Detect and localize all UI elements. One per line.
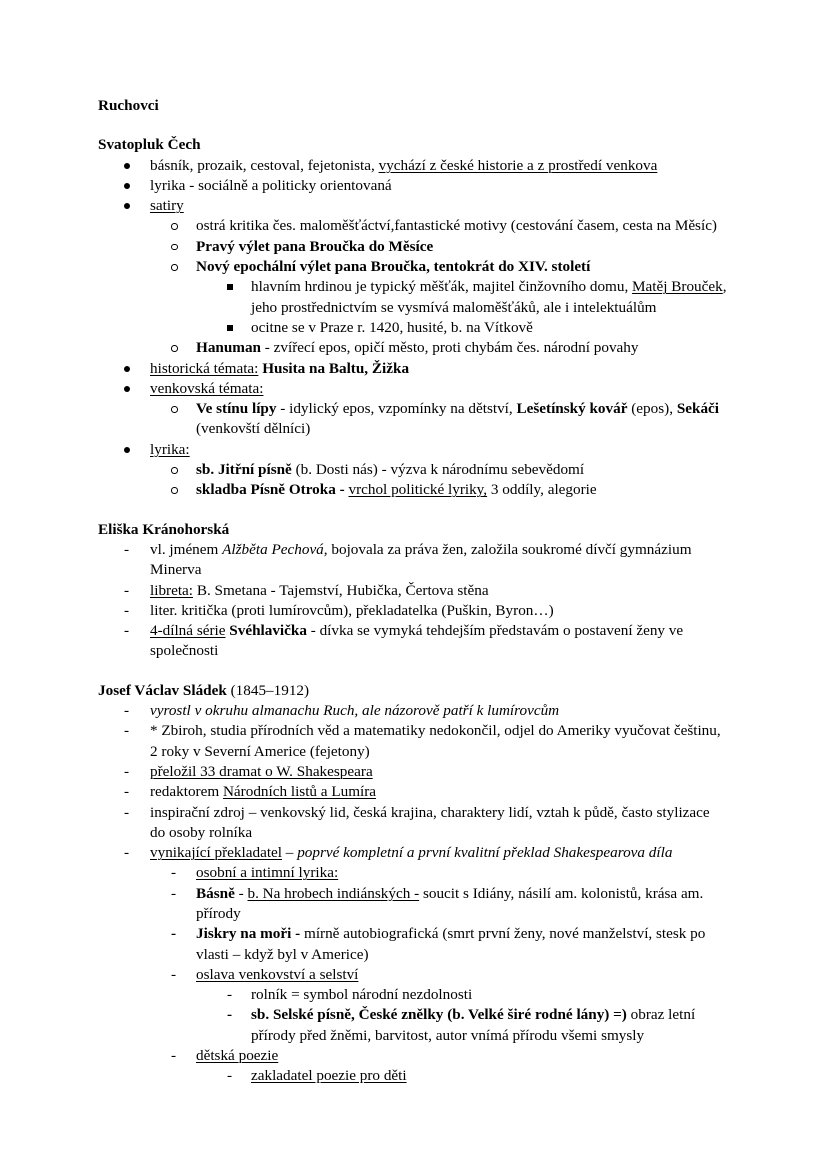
text-run: Ve stínu lípy — [196, 400, 277, 418]
list-item — [98, 803, 740, 844]
list-item-text — [251, 1067, 407, 1084]
text-run: Matěj Brouček — [632, 278, 723, 296]
list-item-text — [150, 783, 376, 800]
bullet-disc-marker — [124, 366, 130, 372]
list-item-text — [196, 461, 584, 478]
text-run: Svatopluk Čech — [98, 136, 201, 154]
bullet-circle-marker — [171, 406, 178, 413]
text-run: ostrá kritika čes. maloměšťáctví,fantastické motivy (cestování časem, cesta na Měsíc) — [196, 217, 717, 235]
document-section-svatopluk-cech — [98, 135, 740, 500]
list-item-text — [196, 339, 638, 356]
dash-marker: - — [124, 844, 130, 862]
text-run: - idylický epos, vzpomínky na dětství, — [276, 400, 517, 418]
text-run: Svéhlavička — [229, 622, 307, 640]
list-item — [98, 884, 740, 925]
list-item-text — [196, 885, 703, 922]
text-run: historická témata: — [150, 359, 259, 377]
dash-marker: - — [171, 965, 177, 983]
list-item — [98, 460, 740, 480]
dash-marker: - — [171, 1047, 177, 1065]
text-run: - zvířecí epos, opičí město, proti chybám čes. národní povahy — [261, 339, 639, 357]
list-item — [98, 399, 740, 440]
section-heading — [98, 96, 740, 116]
text-run: redaktorem — [150, 783, 223, 801]
text-run: vl. jménem — [150, 540, 223, 558]
bullet-square-marker — [227, 284, 233, 290]
dash-marker: - — [227, 1006, 233, 1024]
list-item — [98, 581, 740, 601]
bullet-disc-marker — [124, 163, 130, 169]
bullet-disc-marker — [124, 183, 130, 189]
text-run: oslava venkovství a selství — [196, 965, 359, 983]
dash-marker: - — [124, 722, 130, 740]
text-run: - — [234, 884, 248, 902]
list-item — [98, 985, 740, 1005]
list-item — [98, 621, 740, 662]
text-run: básník, prozaik, cestoval, fejetonista, — [150, 156, 379, 174]
dash-marker: - — [124, 783, 130, 801]
list-item-text — [196, 1047, 278, 1064]
text-run: venkovská témata: — [150, 379, 264, 397]
document-section-eliska-kranohorska — [98, 520, 740, 662]
list-item-text — [150, 380, 263, 397]
list-item-text — [150, 441, 190, 458]
text-run: skladba Písně Otroka - — [196, 481, 345, 499]
text-run: sb. Jitřní písně — [196, 461, 292, 479]
list-item-text — [150, 702, 559, 719]
dash-marker: - — [124, 540, 130, 558]
text-run: Josef Václav Sládek — [98, 681, 227, 699]
list-item — [98, 601, 740, 621]
text-run: lyrika: — [150, 440, 190, 458]
text-run: bojovala za práva žen, založila soukromé dívčí gymnázium Minerva — [150, 540, 692, 579]
list-item-text — [150, 722, 721, 759]
bullet-disc-marker — [124, 447, 130, 453]
text-run: * Zbiroh, studia přírodních věd a matematiky nedokončil, odjel do Ameriky vyučovat češtinu, 2 roky v Severní Americe (fejetony) — [150, 722, 721, 760]
text-run: Alžběta Pechová, — [222, 540, 328, 558]
dash-marker: - — [227, 986, 233, 1004]
section-heading — [98, 681, 740, 701]
text-run: Básně — [196, 884, 235, 902]
text-run: poprvé kompletní a první kvalitní překlad Shakespearova díla — [297, 844, 673, 862]
text-run: soucit s Idiány, násilí am. kolonistů, krása am. přírody — [196, 884, 704, 922]
text-run: satiry — [150, 197, 184, 215]
list-item-text — [251, 278, 727, 315]
text-run: (epos), — [627, 400, 677, 418]
list-item — [98, 540, 740, 581]
bullet-disc-marker — [124, 386, 130, 392]
text-run: Ruchovci — [98, 97, 159, 114]
text-run: lyrika - sociálně a politicky orientovaná — [150, 176, 392, 194]
text-run: Eliška Kránohorská — [98, 520, 230, 538]
list-item — [98, 701, 740, 721]
text-run: vychází z české historie a z prostředí venkova — [378, 156, 658, 174]
list-item-text — [251, 986, 472, 1003]
text-run: B. Smetana - Tajemství, Hubička, Čertova stěna — [193, 581, 489, 599]
dash-marker: - — [171, 864, 177, 882]
text-run: 4-dílná série — [150, 622, 226, 640]
list-item-text — [196, 481, 597, 498]
text-run: sb. Selské písně, České znělky (b. Velké širé rodné lány) =) — [251, 1006, 627, 1024]
list-item-text — [150, 763, 373, 780]
text-run: zakladatel poezie pro děti — [251, 1067, 407, 1085]
text-run: osobní a intimní lyrika: — [196, 864, 339, 882]
text-run: Lešetínský kovář — [516, 400, 628, 418]
text-run: ocitne se v Praze r. 1420, husité, b. na Vítkově — [251, 318, 533, 336]
text-run: (venkovští dělníci) — [196, 420, 311, 438]
dash-marker: - — [124, 601, 130, 619]
list-item — [98, 762, 740, 782]
text-run: Nový epochální výlet pana Broučka, tentokrát do XIV. století — [196, 258, 591, 276]
list-item — [98, 721, 740, 762]
text-run: hlavním hrdinou je typický měšťák, majitel činžovního domu, — [251, 278, 633, 296]
bullet-circle-marker — [171, 244, 178, 251]
list-item — [98, 257, 740, 277]
dash-marker: - — [171, 925, 177, 943]
dash-marker: - — [124, 702, 130, 720]
list-item-text — [150, 177, 392, 194]
text-run: mírně autobiografická (smrt první ženy, nové manželství, stesk po vlasti – když byl v Americe) — [196, 925, 706, 963]
bullet-circle-marker — [171, 487, 178, 494]
text-run: 3 oddíly, alegorie — [487, 481, 597, 499]
bullet-circle-marker — [171, 223, 178, 230]
list-item-text — [150, 360, 409, 377]
list-item — [98, 924, 740, 965]
list-item — [98, 1005, 740, 1046]
text-run: Jiskry na moři - — [196, 925, 301, 943]
list-item-text — [196, 238, 433, 255]
text-run: – — [282, 844, 298, 862]
list-item-text — [196, 925, 705, 962]
list-item — [98, 1066, 740, 1086]
list-item-text — [150, 602, 554, 619]
list-item — [98, 237, 740, 257]
list-item-text — [150, 157, 657, 174]
list-item — [98, 359, 740, 379]
list-item — [98, 156, 740, 176]
list-item-text — [150, 804, 710, 841]
list-item-text — [196, 400, 719, 437]
list-item-text — [196, 258, 590, 275]
list-item — [98, 863, 740, 883]
dash-marker: - — [124, 762, 130, 780]
bullet-circle-marker — [171, 264, 178, 271]
section-heading — [98, 135, 740, 155]
dash-marker: - — [171, 884, 177, 902]
text-run: b. Na hrobech indiánských - — [247, 884, 420, 902]
list-item-text — [150, 197, 184, 214]
text-run: vynikající překladatel — [150, 844, 282, 862]
text-run: vyrostl v okruhu almanachu Ruch, ale názorově patří k lumírovcům — [150, 702, 560, 720]
text-run: Národních listů a Lumíra — [222, 783, 377, 801]
bullet-disc-marker — [124, 203, 130, 209]
list-item-text — [251, 319, 533, 336]
list-item-text — [196, 864, 338, 881]
text-run: libreta: — [150, 581, 194, 599]
list-item-text — [150, 844, 672, 861]
list-item — [98, 176, 740, 196]
list-item-text — [150, 582, 489, 599]
section-heading — [98, 520, 740, 540]
text-run: - dívka se vymyká tehdejším představám o postavení ženy ve společnosti — [150, 622, 684, 660]
list-item — [98, 782, 740, 802]
dash-marker: - — [227, 1067, 233, 1085]
list-item — [98, 843, 740, 863]
text-run: Sekáči — [676, 400, 720, 418]
list-item — [98, 277, 740, 318]
dash-marker: - — [124, 581, 130, 599]
list-item-text — [196, 217, 717, 234]
list-item-text — [150, 541, 692, 578]
list-item-text — [150, 622, 683, 659]
document-section-ruchovci — [98, 96, 740, 116]
list-item — [98, 216, 740, 236]
list-item-text — [251, 1006, 695, 1043]
text-run: přeložil 33 dramat o W. Shakespeara — [150, 762, 373, 780]
list-item — [98, 338, 740, 358]
text-run: (b. Dosti nás) - výzva k národnímu sebevědomí — [291, 461, 585, 479]
list-item — [98, 480, 740, 500]
dash-marker: - — [124, 622, 130, 640]
list-item — [98, 965, 740, 985]
bullet-circle-marker — [171, 345, 178, 352]
text-run: dětská poezie — [196, 1047, 279, 1065]
bullet-circle-marker — [171, 467, 178, 474]
text-run: inspirační zdroj – venkovský lid, česká krajina, charaktery lidí, vztah k půdě, často stylizace do osoby rolníka — [150, 803, 710, 841]
dash-marker: - — [124, 803, 130, 821]
list-item — [98, 196, 740, 216]
text-run: , jeho prostřednictvím se vysmívá maloměšťáků, ale i intelektuálům — [251, 278, 727, 316]
list-item — [98, 318, 740, 338]
bullet-square-marker — [227, 325, 233, 331]
text-run: vrchol politické lyriky, — [348, 481, 488, 499]
text-run: Hanuman — [196, 339, 261, 357]
text-run: Pravý výlet pana Broučka do Měsíce — [196, 237, 434, 255]
document-section-josef-vaclav-sladek — [98, 681, 740, 1087]
list-item — [98, 440, 740, 460]
text-run: rolník = symbol národní nezdolnosti — [251, 986, 473, 1004]
text-run: (1845–1912) — [226, 681, 310, 699]
list-item — [98, 379, 740, 399]
text-run: obraz letní přírody před žněmi, barvitost, autor vnímá přírodu všemi smysly — [251, 1006, 696, 1044]
text-run: Husita na Baltu, Žižka — [262, 359, 410, 377]
text-run: liter. kritička (proti lumírovcům), překladatelka (Puškin, Byron…) — [150, 601, 554, 619]
list-item — [98, 1046, 740, 1066]
list-item-text — [196, 966, 358, 983]
